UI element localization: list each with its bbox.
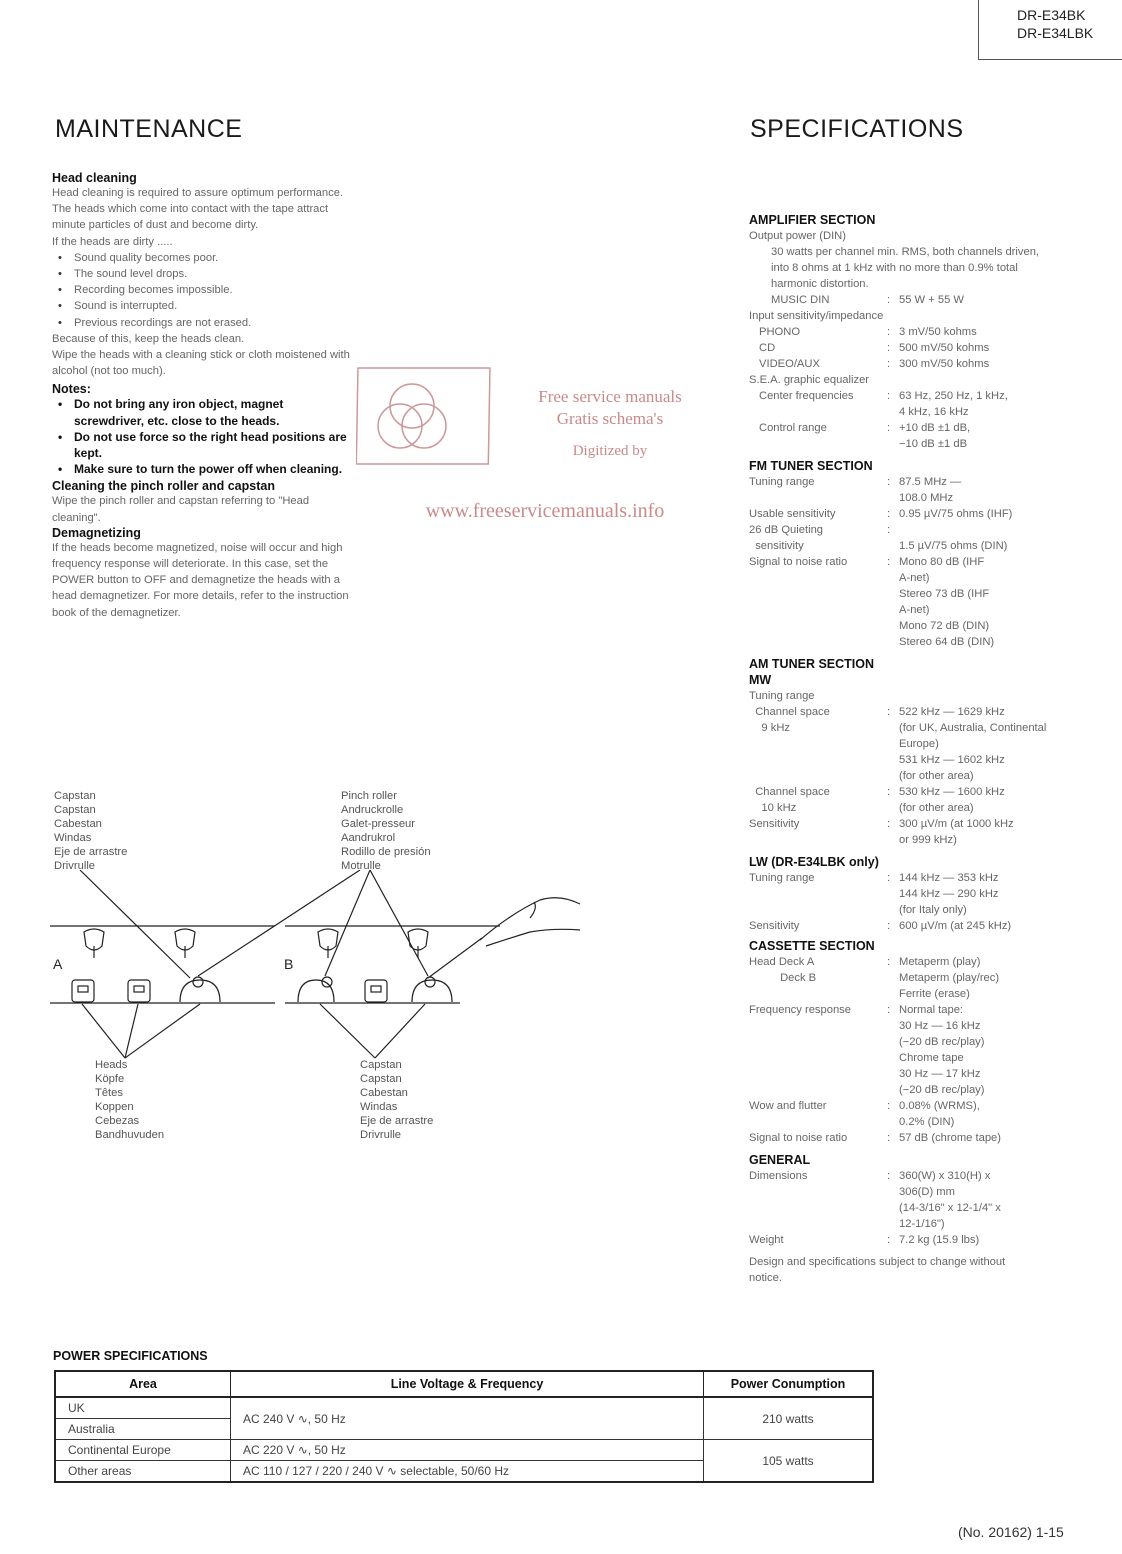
spec-row-dim: Dimensions : 360(W) x 310(H) x 306(D) mm (14-3/16" x 12-1/4" x 12-1/16") bbox=[749, 1168, 1054, 1232]
notes-heading: Notes: bbox=[52, 382, 91, 397]
output-power-label: Output power (DIN) bbox=[749, 230, 846, 242]
spec-value: 0.95 µV/75 ohms (IHF) bbox=[899, 508, 1013, 520]
model-box bbox=[978, 0, 1122, 60]
spec-label: Control range bbox=[759, 422, 827, 434]
model-number-1: DR-E34BK bbox=[1017, 7, 1086, 23]
header-area: Area bbox=[55, 1371, 231, 1397]
spec-label: VIDEO/AUX bbox=[759, 358, 820, 370]
capstan-label-bottom: Capstan Capstan Cabestan Windas Eje de arrastre Drivrulle bbox=[360, 1059, 434, 1141]
watermark-line-3: Digitized by bbox=[572, 443, 648, 459]
header-voltage: Line Voltage & Frequency bbox=[231, 1371, 704, 1397]
table-row bbox=[55, 1397, 873, 1419]
spec-label: Dimensions bbox=[749, 1170, 808, 1182]
page-number: (No. 20162) 1-15 bbox=[958, 1524, 1064, 1540]
pinch-roller-label-top: Pinch roller Andruckrolle Galet-presseur Aandrukrol Rodillo de presión Motrulle bbox=[341, 790, 431, 872]
spec-value: 3 mV/50 kohms bbox=[899, 326, 977, 338]
lw-heading: LW (DR-E34LBK only) bbox=[749, 855, 879, 869]
am-tuning-label: Tuning range bbox=[749, 690, 815, 702]
head-cleaning-text: Head cleaning is required to assure optimum performance. The heads which come into contact with the tape attract minute particles of dust and become dirty. bbox=[52, 187, 344, 232]
list-item: • Make sure to turn the power off when cleaning. bbox=[52, 461, 354, 477]
specifications-title: SPECIFICATIONS bbox=[750, 115, 964, 143]
specs-body bbox=[749, 212, 1054, 1286]
spec-row-freq: Frequency response : Normal tape: 30 Hz — 16 kHz (−20 dB rec/play) Chrome tape 30 Hz — 17 kHz (−20 dB rec/play) bbox=[749, 1002, 1054, 1098]
spec-value: 55 W + 55 W bbox=[899, 294, 964, 306]
spec-row-fm-tuning: Tuning range : 87.5 MHz — 108.0 MHz bbox=[749, 474, 1054, 506]
spec-label: Tuning range bbox=[749, 476, 815, 488]
spec-value: 360(W) x 310(H) x 306(D) mm (14-3/16" x 12-1/4" x 12-1/16") bbox=[899, 1170, 1001, 1230]
cell-voltage: AC 220 V ∿, 50 Hz bbox=[231, 1440, 704, 1461]
spec-value: 522 kHz — 1629 kHz (for UK, Australia, Continental Europe) 531 kHz — 1602 kHz (for other area) bbox=[899, 706, 1047, 782]
cell-consumption: 210 watts bbox=[704, 1397, 874, 1440]
spec-value: 500 mV/50 kohms bbox=[899, 342, 990, 354]
spec-label: Weight bbox=[749, 1234, 784, 1246]
spec-value: 530 kHz — 1600 kHz (for other area) bbox=[899, 786, 1005, 814]
spec-label: Channel space 9 kHz bbox=[755, 706, 830, 734]
table-row bbox=[55, 1440, 873, 1461]
spec-value: 300 µV/m (at 1000 kHz or 999 kHz) bbox=[899, 818, 1014, 846]
spec-label: Tuning range bbox=[749, 872, 815, 884]
am-mw-heading: MW bbox=[749, 673, 772, 687]
power-spec-table bbox=[54, 1370, 874, 1483]
maintenance-body bbox=[52, 171, 354, 621]
list-item: • Do not use force so the right head positions are kept. bbox=[52, 429, 354, 461]
spec-value: Metaperm (play) Metaperm (play/rec) Ferrite (erase) bbox=[899, 956, 1000, 1000]
capstan-label-top: Capstan Capstan Cabestan Windas Eje de arrastre Drivrulle bbox=[54, 790, 128, 872]
table-header-row bbox=[55, 1371, 873, 1397]
spec-row-fm-snr: Signal to noise ratio : Mono 80 dB (IHF A-net) Stereo 73 dB (IHF A-net) Mono 72 dB (DIN) Stereo 64 dB (DIN) bbox=[749, 554, 1054, 650]
spec-value: 0.08% (WRMS), 0.2% (DIN) bbox=[899, 1100, 980, 1128]
amp-heading: AMPLIFIER SECTION bbox=[749, 213, 876, 227]
watermark-url: www.freeservicemanuals.info bbox=[425, 500, 665, 522]
list-item: • The sound level drops. bbox=[52, 266, 354, 282]
list-item: • Previous recordings are not erased. bbox=[52, 315, 354, 331]
spec-label: Center frequencies bbox=[759, 390, 854, 402]
spec-value: 7.2 kg (15.9 lbs) bbox=[899, 1234, 980, 1246]
spec-label: Signal to noise ratio bbox=[749, 556, 848, 568]
sea-label: S.E.A. graphic equalizer bbox=[749, 374, 870, 386]
cell-voltage: AC 240 V ∿, 50 Hz bbox=[231, 1397, 704, 1440]
cell-consumption: 105 watts bbox=[704, 1440, 874, 1483]
cell-voltage: AC 110 / 127 / 220 / 240 V ∿ selectable, 50/60 Hz bbox=[231, 1461, 704, 1483]
spec-label: Sensitivity bbox=[749, 920, 800, 932]
head-cleaning-heading: Head cleaning bbox=[52, 171, 137, 185]
notes-list bbox=[52, 396, 354, 477]
watermark-line-2: Gratis schema's bbox=[556, 409, 664, 428]
spec-row-fm-quieting: 26 dB Quieting sensitivity : 1.5 µV/75 ohms (DIN) bbox=[749, 522, 1054, 554]
spec-row-am-ch9: Channel space 9 kHz : 522 kHz — 1629 kHz (for UK, Australia, Continental Europe) 531 kHz — 1602 kHz (for other area) bbox=[749, 704, 1054, 784]
spec-row-cass-snr: Signal to noise ratio : 57 dB (chrome tape) bbox=[749, 1130, 1054, 1146]
spec-value: Mono 80 dB (IHF A-net) Stereo 73 dB (IHF A-net) Mono 72 dB (DIN) Stereo 64 dB (DIN) bbox=[899, 556, 995, 648]
spec-row-am-ch10: Channel space 10 kHz : 530 kHz — 1600 kHz (for other area) bbox=[749, 784, 1054, 816]
power-spec-title: POWER SPECIFICATIONS bbox=[53, 1349, 208, 1363]
model-number-2: DR-E34LBK bbox=[1017, 25, 1094, 41]
cassette-heading: CASSETTE SECTION bbox=[749, 939, 875, 953]
spec-row-control: Control range : +10 dB ±1 dB, −10 dB ±1 dB bbox=[749, 420, 1054, 452]
spec-value: 300 mV/50 kohms bbox=[899, 358, 990, 370]
list-item: • Do not bring any iron object, magnet screwdriver, etc. close to the heads. bbox=[52, 396, 354, 428]
spec-row-head: Head Deck A Deck B : Metaperm (play) Metaperm (play/rec) Ferrite (erase) bbox=[749, 954, 1054, 1002]
if-dirty-text: If the heads are dirty ..... bbox=[52, 235, 173, 248]
spec-row-weight: Weight : 7.2 kg (15.9 lbs) bbox=[749, 1232, 1054, 1248]
spec-value: 57 dB (chrome tape) bbox=[899, 1132, 1001, 1144]
list-item: • Sound quality becomes poor. bbox=[52, 250, 354, 266]
spec-label: MUSIC DIN bbox=[771, 294, 830, 306]
demag-heading: Demagnetizing bbox=[52, 525, 141, 540]
spec-row-lw-tuning: Tuning range : 144 kHz — 353 kHz 144 kHz — 290 kHz (for Italy only) bbox=[749, 870, 1054, 918]
spec-label: Sensitivity bbox=[749, 818, 800, 830]
list-item: • Recording becomes impossible. bbox=[52, 282, 354, 298]
spec-label: Frequency response bbox=[749, 1004, 851, 1016]
spec-row-music-din: MUSIC DIN : 55 W + 55 W bbox=[749, 292, 1054, 308]
output-power-desc: 30 watts per channel min. RMS, both channels driven, into 8 ohms at 1 kHz with no more than 0.9% total harmonic distortion. bbox=[771, 246, 1040, 290]
fm-heading: FM TUNER SECTION bbox=[749, 459, 873, 473]
spec-label: Channel space 10 kHz bbox=[755, 786, 830, 814]
spec-value: +10 dB ±1 dB, −10 dB ±1 dB bbox=[899, 422, 971, 450]
spec-label: 26 dB Quieting sensitivity bbox=[749, 524, 824, 552]
spec-value: 87.5 MHz — 108.0 MHz bbox=[899, 476, 962, 504]
spec-value: 63 Hz, 250 Hz, 1 kHz, 4 kHz, 16 kHz bbox=[899, 390, 1008, 418]
general-heading: GENERAL bbox=[749, 1153, 811, 1167]
spec-label: Wow and flutter bbox=[749, 1100, 827, 1112]
list-item: • Sound is interrupted. bbox=[52, 298, 354, 314]
header-consumption: Power Conumption bbox=[704, 1371, 874, 1397]
spec-label: Head Deck A Deck B bbox=[749, 956, 817, 984]
watermark-logo bbox=[356, 366, 492, 466]
watermark-line-1: Free service manuals bbox=[538, 387, 682, 406]
spec-row-center: Center frequencies : 63 Hz, 250 Hz, 1 kHz, 4 kHz, 16 kHz bbox=[749, 388, 1054, 420]
diagram-label-a: A bbox=[53, 956, 63, 972]
cell-area: Continental Europe bbox=[55, 1440, 231, 1461]
spec-label: PHONO bbox=[759, 326, 801, 338]
spec-value: Normal tape: 30 Hz — 16 kHz (−20 dB rec/play) Chrome tape 30 Hz — 17 kHz (−20 dB rec/play) bbox=[899, 1004, 985, 1096]
spec-label: CD bbox=[759, 342, 776, 354]
cell-area: Australia bbox=[55, 1419, 231, 1440]
heads-label-bottom: Heads Köpfe Têtes Koppen Cebezas Bandhuvuden bbox=[95, 1059, 165, 1141]
spec-row-phono: PHONO : 3 mV/50 kohms bbox=[749, 324, 1054, 340]
spec-row-cd: CD : 500 mV/50 kohms bbox=[749, 340, 1054, 356]
cell-area: UK bbox=[55, 1397, 231, 1419]
spec-row-video: VIDEO/AUX : 300 mV/50 kohms bbox=[749, 356, 1054, 372]
am-heading: AM TUNER SECTION bbox=[749, 657, 874, 671]
input-sens-label: Input sensitivity/impedance bbox=[749, 310, 884, 322]
spec-value: 144 kHz — 353 kHz 144 kHz — 290 kHz (for Italy only) bbox=[899, 872, 999, 916]
spec-label: Signal to noise ratio bbox=[749, 1132, 848, 1144]
diagram-label-b: B bbox=[284, 956, 294, 972]
pinch-heading: Cleaning the pinch roller and capstan bbox=[52, 479, 275, 494]
spec-row-am-sens: Sensitivity : 300 µV/m (at 1000 kHz or 999 kHz) bbox=[749, 816, 1054, 848]
spec-value: 1.5 µV/75 ohms (DIN) bbox=[899, 540, 1008, 552]
spec-note: Design and specifications subject to change without notice. bbox=[749, 1256, 1006, 1284]
demag-text: If the heads become magnetized, noise will occur and high frequency response will deteriorate. In this case, set the POWER button to OFF and demagnetize the heads with a head demagnetizer. For more details, refer to the instruction book of the demagnetizer. bbox=[52, 541, 349, 619]
head-cleaning-after: Because of this, keep the heads clean. Wipe the heads with a cleaning stick or cloth moistened with alcohol (not too much). bbox=[52, 332, 350, 378]
cell-area: Other areas bbox=[55, 1461, 231, 1483]
watermark-text bbox=[495, 386, 725, 462]
pinch-text: Wipe the pinch roller and capstan referring to "Head cleaning". bbox=[52, 495, 310, 524]
spec-row-lw-sens: Sensitivity : 600 µV/m (at 245 kHz) bbox=[749, 918, 1054, 934]
spec-row-fm-usable: Usable sensitivity : 0.95 µV/75 ohms (IHF) bbox=[749, 506, 1054, 522]
spec-row-wow: Wow and flutter : 0.08% (WRMS), 0.2% (DIN) bbox=[749, 1098, 1054, 1130]
spec-value: 600 µV/m (at 245 kHz) bbox=[899, 920, 1012, 932]
spec-label: Usable sensitivity bbox=[749, 508, 836, 520]
dirty-effects-list bbox=[52, 250, 354, 331]
maintenance-title: MAINTENANCE bbox=[55, 115, 243, 143]
cassette-deck-diagram bbox=[40, 870, 600, 1065]
